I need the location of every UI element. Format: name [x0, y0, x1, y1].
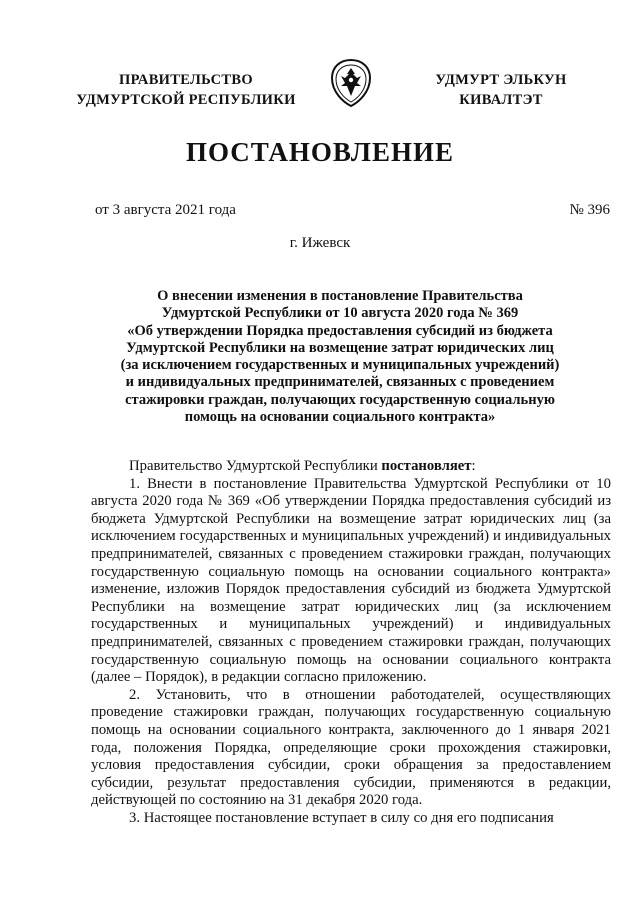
- document-type-title: ПОСТАНОВЛЕНИЕ: [185, 137, 455, 167]
- paragraph-3: 3. Настоящее постановление вступает в силу со дня его подписания: [129, 809, 554, 826]
- document-number: № 396: [569, 202, 610, 218]
- subject-line: Удмуртской Республики на возмещение затрат юридических лиц: [126, 339, 554, 356]
- enacting-clause: [91, 458, 611, 476]
- issuer-line-1: ПРАВИТЕЛЬСТВО: [119, 72, 253, 88]
- issuer-name-udmurt: [408, 70, 594, 110]
- enacting-clause-verb: постановляет: [381, 458, 472, 474]
- subject-line: и индивидуальных предпринимателей, связанных с проведением: [125, 374, 555, 391]
- subject-line: стажировки граждан, получающих государственную социальную: [125, 391, 555, 408]
- issuer-udmurt-line-1: УДМУРТ ЭЛЬКУН: [435, 72, 567, 88]
- paragraph-1: 1. Внести в постановление Правительства Удмуртской Республики от 10 августа 2020 года № 369 «Об утверждении Порядка предоставления субсидий из бюджета Удмуртской Республики на возмещение затрат юридических лиц (за исключением государственных и муниципальных учреждений) и индивидуальных предпринимателей, связанных с проведением стажировки граждан, получающих государственную социальную помощь на основании социального контракта» изменение, изложив Порядок предоставления субсидий из бюджета Удмуртской Республики на возмещение затрат юридических лиц (за исключением государственных и муниципальных учреждений) и индивидуальных предпринимателей, связанных с проведением стажировки граждан, получающих государственную социальную помощь на основании социального контракта (далее – Порядок), в редакции согласно приложению.: [91, 475, 611, 686]
- paragraph-2: 2. Установить, что в отношении работодателей, осуществляющих проведение стажировки граждан, получающих государственную социальную помощь на основании социального контракта, заключенного до 1 января 2021 года, положения Порядка, определяющие сроки прохождения стажировки, условия предоставления субсидии, сроки обращения за предоставлением субсидии, результат предоставления субсидии, применяются в редакции, действующей по состоянию на 31 декабря 2020 года.: [91, 686, 611, 809]
- issuer-name-russian: [70, 70, 302, 110]
- subject-line: (за исключением государственных и муниципальных учреждений): [120, 357, 560, 374]
- enacting-clause-colon: :: [471, 458, 476, 474]
- subject-line: помощь на основании социального контракта»: [184, 409, 496, 426]
- subject-line: О внесении изменения в постановление Правительства: [157, 288, 523, 304]
- document-subject-title: [95, 288, 585, 426]
- document-date: от 3 августа 2021 года: [95, 202, 236, 218]
- subject-line: Удмуртской Республики от 10 августа 2020 года № 369: [161, 305, 519, 322]
- document-body: [91, 458, 611, 827]
- issuer-line-2: УДМУРТСКОЙ РЕСПУБЛИКИ: [76, 92, 296, 108]
- document-city: г. Ижевск: [289, 235, 351, 251]
- enacting-clause-text: Правительство Удмуртской Республики: [129, 458, 382, 474]
- coat-of-arms-icon: [329, 58, 373, 108]
- subject-line: «Об утверждении Порядка предоставления субсидий из бюджета: [127, 322, 553, 339]
- issuer-udmurt-line-2: КИВАЛТЭТ: [459, 92, 543, 108]
